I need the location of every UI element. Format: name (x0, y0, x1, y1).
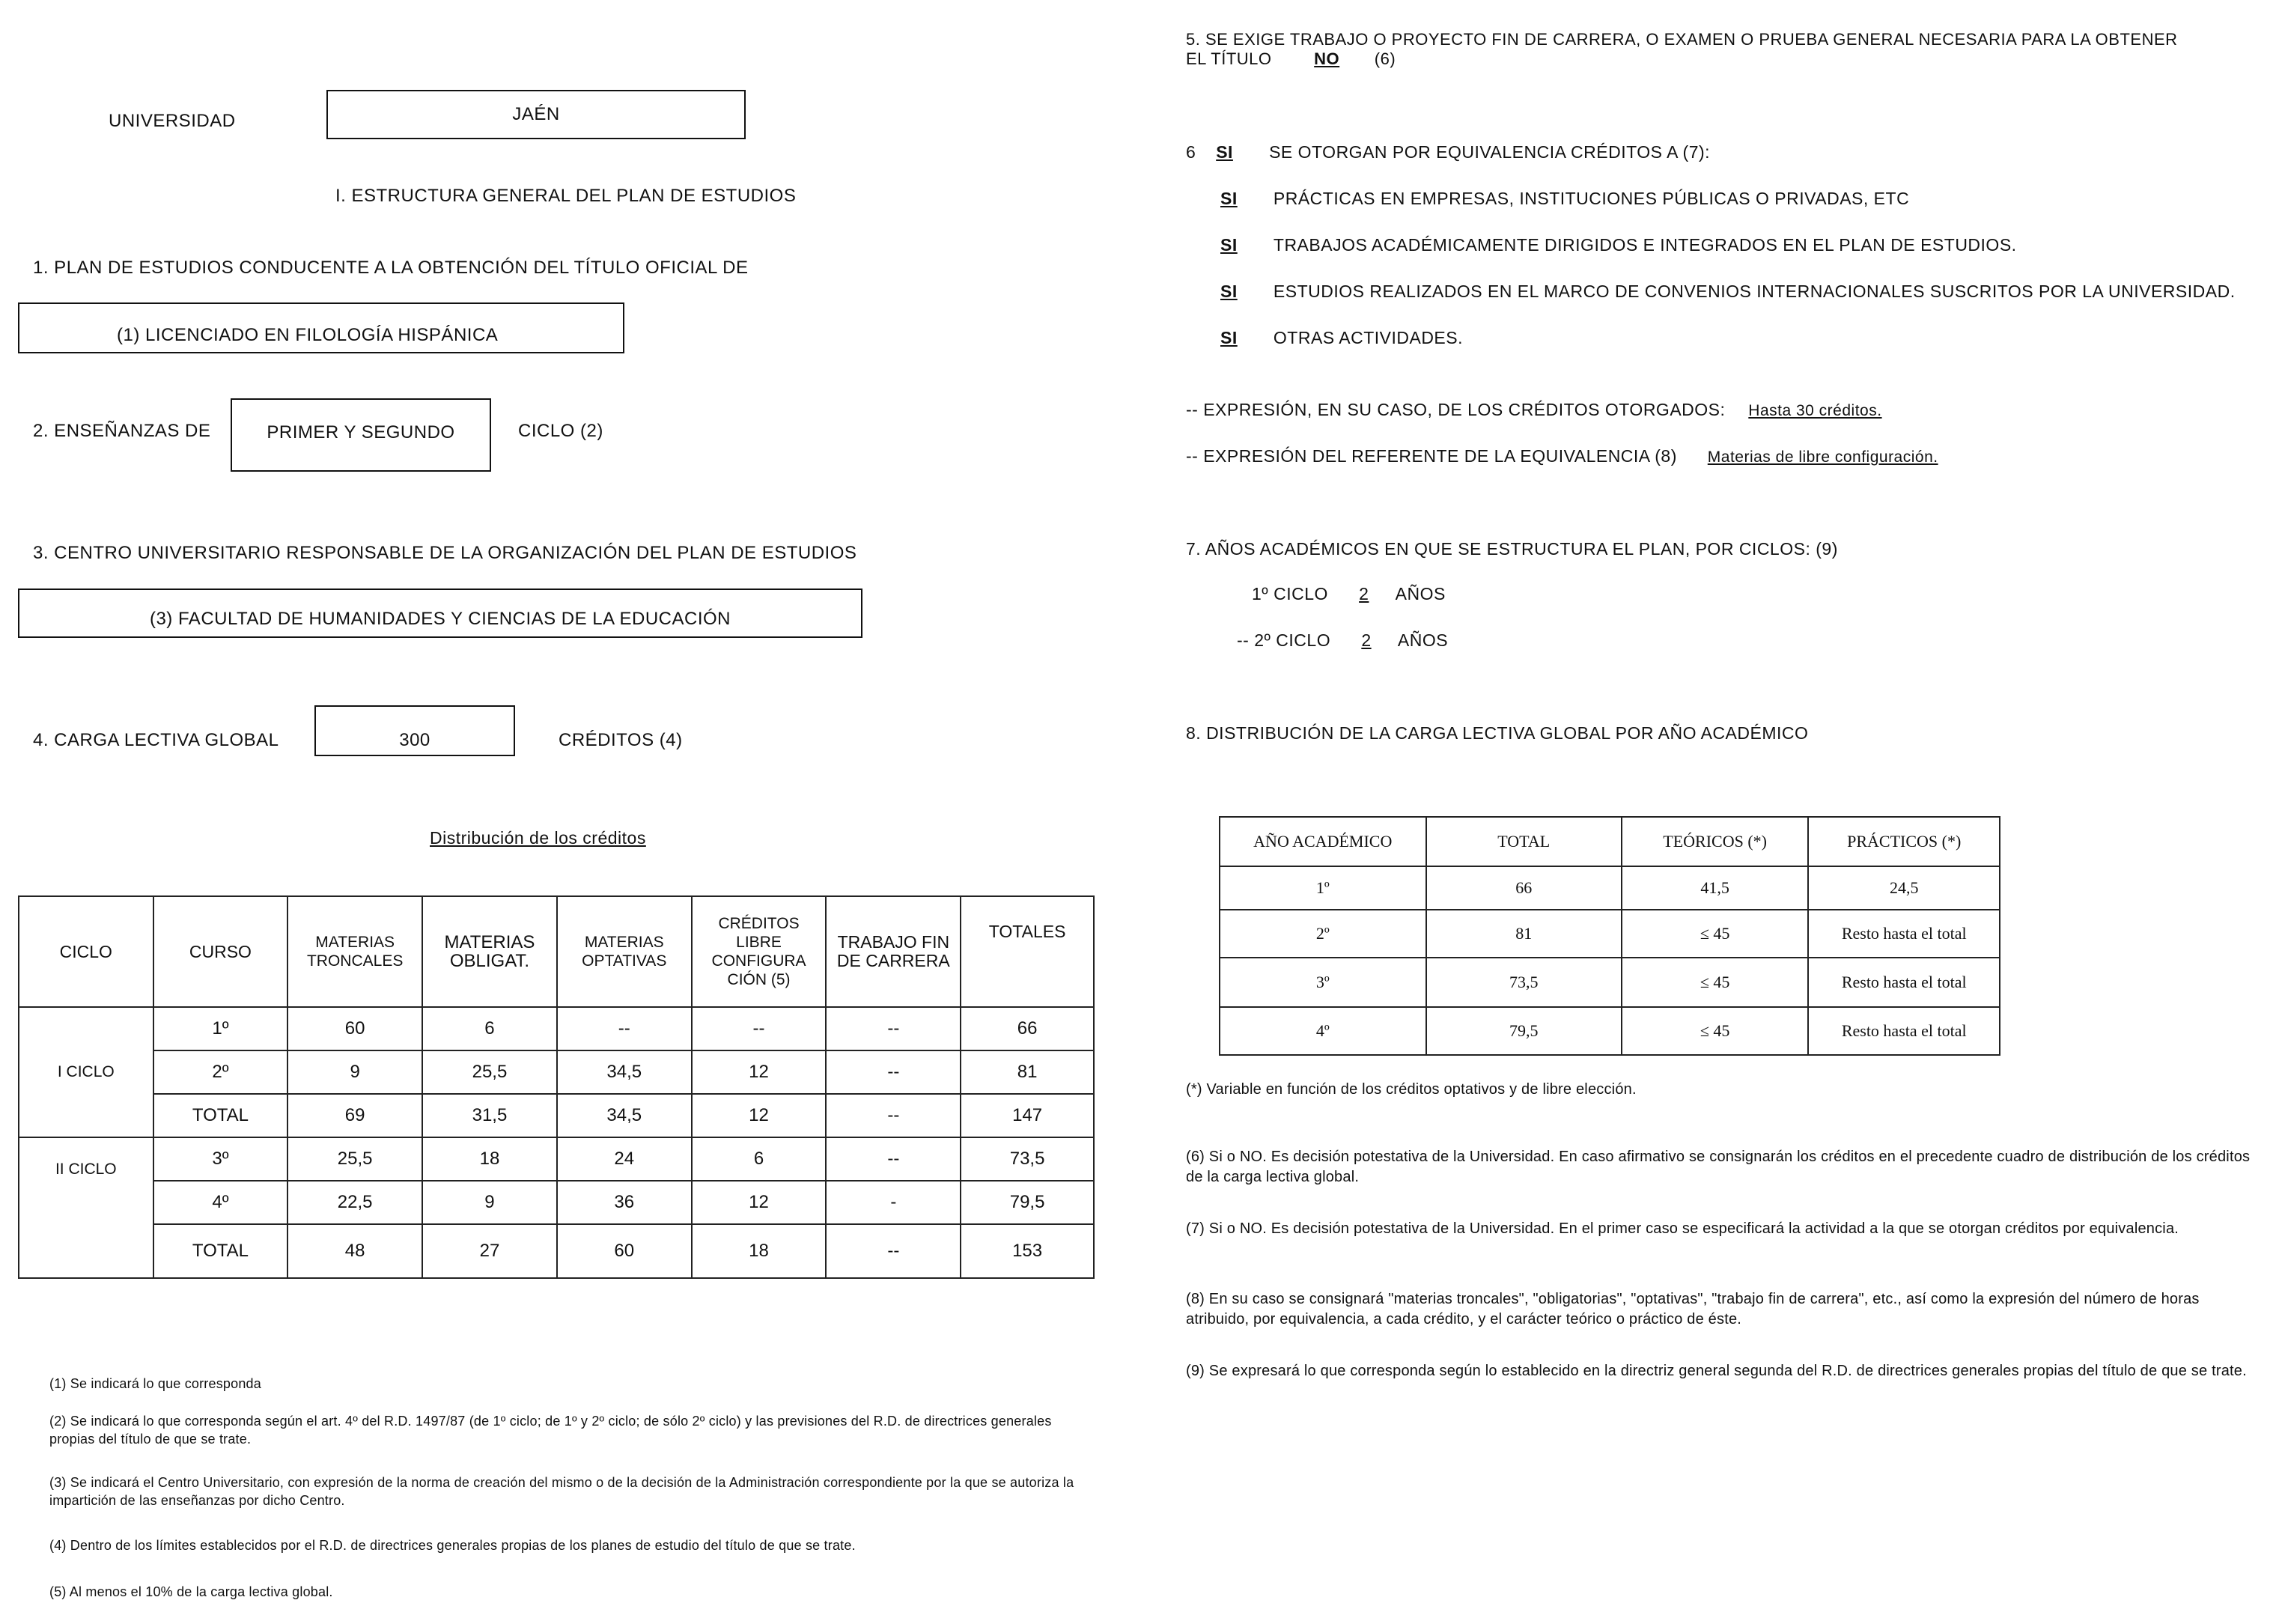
option-other (1220, 328, 1463, 348)
cycle-1-label: I CICLO (19, 1007, 153, 1137)
expression-referent-value: Materias de libre configuración. (1707, 448, 1938, 466)
option-text: TRABAJOS ACADÉMICAMENTE DIRIGIDOS E INTEGRADOS EN EL PLAN DE ESTUDIOS. (1273, 235, 2017, 255)
table-cell: 60 (287, 1007, 422, 1050)
table-cell: -- (826, 1094, 961, 1137)
year-cell: 81 (1426, 910, 1622, 958)
item5-line1: 5. SE EXIGE TRABAJO O PROYECTO FIN DE CARRERA, O EXAMEN O PRUEBA GENERAL NECESARIA PARA LA OBTENER (1186, 30, 2178, 49)
table-cell: 81 (961, 1050, 1094, 1094)
global-load-field[interactable] (314, 705, 515, 756)
option-international (1220, 282, 2236, 302)
col-header-cycle: CICLO (19, 896, 153, 1007)
table-cell: 25,5 (287, 1137, 422, 1181)
section-title: I. ESTRUCTURA GENERAL DEL PLAN DE ESTUDIOS (335, 186, 797, 206)
table-cell: 18 (692, 1224, 827, 1278)
table-cell: 34,5 (557, 1094, 692, 1137)
item6-mark[interactable]: SI (1216, 142, 1233, 162)
footnote-3: (3) Se indicará el Centro Universitario, con expresión de la norma de creación del mismo o de la decisión de la Administración correspondiente por la que se autoriza la impartición de las enseñanzas por dicho Centro. (49, 1475, 1074, 1508)
footnote-1: (1) Se indicará lo que corresponda (49, 1376, 261, 1391)
university-label: UNIVERSIDAD (109, 111, 236, 131)
option-mark[interactable]: SI (1220, 189, 1238, 208)
col-header-free-credits: CRÉDITOS LIBRE CONFIGURA CIÓN (5) (692, 896, 827, 1007)
item6-num: 6 (1186, 142, 1196, 162)
option-mark[interactable]: SI (1220, 235, 1238, 255)
option-mark[interactable]: SI (1220, 328, 1238, 347)
col-header-core: MATERIAS TRONCALES (287, 896, 422, 1007)
year-cell: ≤ 45 (1622, 958, 1809, 1007)
year-cell: 3º (1220, 958, 1426, 1007)
table-cell: 147 (961, 1094, 1094, 1137)
center-field[interactable] (18, 589, 862, 638)
table-cell: 69 (287, 1094, 422, 1137)
table-cell: -- (826, 1050, 961, 1094)
table-cell: 36 (557, 1181, 692, 1224)
footnote-6: (6) Si o NO. Es decisión potestativa de la Universidad. En caso afirmativo se consignarán los créditos en el precedente cuadro de distribución de los créditos de la carga lectiva global. (1186, 1149, 2251, 1185)
degree-title-value: (1) LICENCIADO EN FILOLOGÍA HISPÁNICA (117, 325, 499, 345)
item2-suffix: CICLO (2) (518, 421, 603, 441)
table-cell: TOTAL (153, 1224, 288, 1278)
table-cell: 73,5 (961, 1137, 1094, 1181)
academic-year-table (1219, 816, 2000, 1056)
expression-credits (1186, 400, 1882, 420)
table-cell: 18 (422, 1137, 557, 1181)
table-cell: 12 (692, 1050, 827, 1094)
table-cell: 48 (287, 1224, 422, 1278)
university-value: JAÉN (512, 104, 560, 124)
university-field[interactable] (326, 90, 746, 139)
distribution-title: Distribución de los créditos (430, 828, 646, 848)
cycle1-label: 1º CICLO (1252, 584, 1328, 603)
table-cell: -- (692, 1007, 827, 1050)
teaching-cycle-value: PRIMER Y SEGUNDO (267, 422, 455, 443)
table-cell: 4º (153, 1181, 288, 1224)
table-cell: -- (826, 1007, 961, 1050)
cycle2-value: 2 (1361, 630, 1372, 650)
table-cell: 25,5 (422, 1050, 557, 1094)
option-text: ESTUDIOS REALIZADOS EN EL MARCO DE CONVENIOS INTERNACIONALES SUSCRITOS POR LA UNIVERSIDAD. (1273, 282, 2236, 301)
year-cell: 41,5 (1622, 866, 1809, 910)
item2-label: 2. ENSEÑANZAS DE (33, 421, 211, 441)
table-cell: 9 (422, 1181, 557, 1224)
year-table-note: (*) Variable en función de los créditos optativos y de libre elección. (1186, 1081, 1637, 1098)
table-cell: 12 (692, 1094, 827, 1137)
year-header-year: AÑO ACADÉMICO (1220, 817, 1426, 866)
table-cell: -- (557, 1007, 692, 1050)
cycle2-label: -- 2º CICLO (1237, 630, 1331, 650)
option-text: PRÁCTICAS EN EMPRESAS, INSTITUCIONES PÚBLICAS O PRIVADAS, ETC (1273, 189, 1910, 208)
table-cell: -- (826, 1224, 961, 1278)
credit-distribution-table (18, 895, 1095, 1279)
table-cell: 9 (287, 1050, 422, 1094)
option-text: OTRAS ACTIVIDADES. (1273, 328, 1463, 347)
col-header-totals: TOTALES (961, 896, 1094, 1007)
table-cell: 79,5 (961, 1181, 1094, 1224)
item4-suffix: CRÉDITOS (4) (559, 730, 683, 750)
footnote-4: (4) Dentro de los límites establecidos por el R.D. de directrices generales propias de los planes de estudio del título de que se trate. (49, 1538, 856, 1553)
cycle1-value: 2 (1359, 584, 1369, 603)
col-header-optional: MATERIAS OPTATIVAS (557, 896, 692, 1007)
year-cell: 4º (1220, 1007, 1426, 1055)
footnote-2: (2) Se indicará lo que corresponda según el art. 4º del R.D. 1497/87 (de 1º ciclo; de 1º y 2º ciclo; de sólo 2º ciclo) y las previsiones del R.D. de directrices generales propias del título de que se trate. (49, 1414, 1052, 1447)
col-header-course: CURSO (153, 896, 288, 1007)
item7-label: 7. AÑOS ACADÉMICOS EN QUE SE ESTRUCTURA EL PLAN, POR CICLOS: (9) (1186, 539, 1838, 559)
year-cell: 2º (1220, 910, 1426, 958)
expression-referent (1186, 446, 1938, 466)
cycle1-years (1252, 584, 1446, 604)
footnote-8: (8) En su caso se consignará "materias troncales", "obligatorias", "optativas", "trabajo fin de carrera", etc., así como la expresión del número de horas atribuido, por equivalencia, a cada crédito, y el carácter teórico o práctico de éste. (1186, 1291, 2200, 1328)
expression-credits-value: Hasta 30 créditos. (1748, 402, 1882, 419)
table-cell: 34,5 (557, 1050, 692, 1094)
table-cell: 1º (153, 1007, 288, 1050)
table-cell: 60 (557, 1224, 692, 1278)
table-cell: 27 (422, 1224, 557, 1278)
item5-line2 (1186, 49, 1396, 69)
year-header-theory: TEÓRICOS (*) (1622, 817, 1809, 866)
year-header-total: TOTAL (1426, 817, 1622, 866)
teaching-cycle-field[interactable] (231, 398, 491, 472)
table-cell: - (826, 1181, 961, 1224)
table-cell: 153 (961, 1224, 1094, 1278)
center-value: (3) FACULTAD DE HUMANIDADES Y CIENCIAS DE LA EDUCACIÓN (149, 609, 731, 629)
year-cell: 73,5 (1426, 958, 1622, 1007)
year-cell: Resto hasta el total (1808, 1007, 2000, 1055)
global-load-value: 300 (399, 730, 430, 750)
table-cell: 6 (692, 1137, 827, 1181)
item8-label: 8. DISTRIBUCIÓN DE LA CARGA LECTIVA GLOBAL POR AÑO ACADÉMICO (1186, 723, 1809, 743)
year-cell: 79,5 (1426, 1007, 1622, 1055)
col-header-compulsory: MATERIAS OBLIGAT. (422, 896, 557, 1007)
year-cell: ≤ 45 (1622, 910, 1809, 958)
year-cell: 66 (1426, 866, 1622, 910)
table-cell: 12 (692, 1181, 827, 1224)
table-cell: 66 (961, 1007, 1094, 1050)
footnote-9: (9) Se expresará lo que corresponda según lo establecido en la directriz general segunda del R.D. de directrices generales propias del título de que se trate. (1186, 1363, 2247, 1379)
item6-first (1186, 142, 1710, 162)
item4-label: 4. CARGA LECTIVA GLOBAL (33, 730, 279, 750)
year-header-practice: PRÁCTICOS (*) (1808, 817, 2000, 866)
option-mark[interactable]: SI (1220, 282, 1238, 301)
item5-answer[interactable]: NO (1314, 49, 1340, 68)
year-cell: ≤ 45 (1622, 1007, 1809, 1055)
item6-first-text: SE OTORGAN POR EQUIVALENCIA CRÉDITOS A (7): (1269, 142, 1711, 162)
footnote-5: (5) Al menos el 10% de la carga lectiva global. (49, 1584, 333, 1599)
item5-suffix: (6) (1374, 49, 1396, 68)
item3-label: 3. CENTRO UNIVERSITARIO RESPONSABLE DE LA ORGANIZACIÓN DEL PLAN DE ESTUDIOS (33, 543, 857, 563)
table-cell: 3º (153, 1137, 288, 1181)
cycle2-unit: AÑOS (1397, 630, 1449, 650)
option-internships (1220, 189, 1909, 209)
year-cell: Resto hasta el total (1808, 958, 2000, 1007)
year-cell: Resto hasta el total (1808, 910, 2000, 958)
option-directed-work (1220, 235, 2017, 255)
expression-credits-label: -- EXPRESIÓN, EN SU CASO, DE LOS CRÉDITOS OTORGADOS: (1186, 400, 1726, 419)
table-cell: 6 (422, 1007, 557, 1050)
table-cell: -- (826, 1137, 961, 1181)
table-cell: 22,5 (287, 1181, 422, 1224)
expression-referent-label: -- EXPRESIÓN DEL REFERENTE DE LA EQUIVALENCIA (8) (1186, 446, 1677, 466)
col-header-final-project: TRABAJO FIN DE CARRERA (826, 896, 961, 1007)
year-cell: 24,5 (1808, 866, 2000, 910)
footnote-7: (7) Si o NO. Es decisión potestativa de la Universidad. En el primer caso se especificará la actividad a la que se otorgan créditos por equivalencia. (1186, 1220, 2179, 1237)
table-cell: 31,5 (422, 1094, 557, 1137)
year-cell: 1º (1220, 866, 1426, 910)
item5-prefix: EL TÍTULO (1186, 49, 1272, 68)
cycle-2-label: II CICLO (19, 1137, 153, 1278)
item1-label: 1. PLAN DE ESTUDIOS CONDUCENTE A LA OBTENCIÓN DEL TÍTULO OFICIAL DE (33, 258, 749, 278)
degree-title-field[interactable] (18, 302, 624, 353)
table-cell: 2º (153, 1050, 288, 1094)
table-cell: TOTAL (153, 1094, 288, 1137)
table-cell: 24 (557, 1137, 692, 1181)
cycle2-years (1237, 630, 1448, 651)
cycle1-unit: AÑOS (1395, 584, 1446, 603)
